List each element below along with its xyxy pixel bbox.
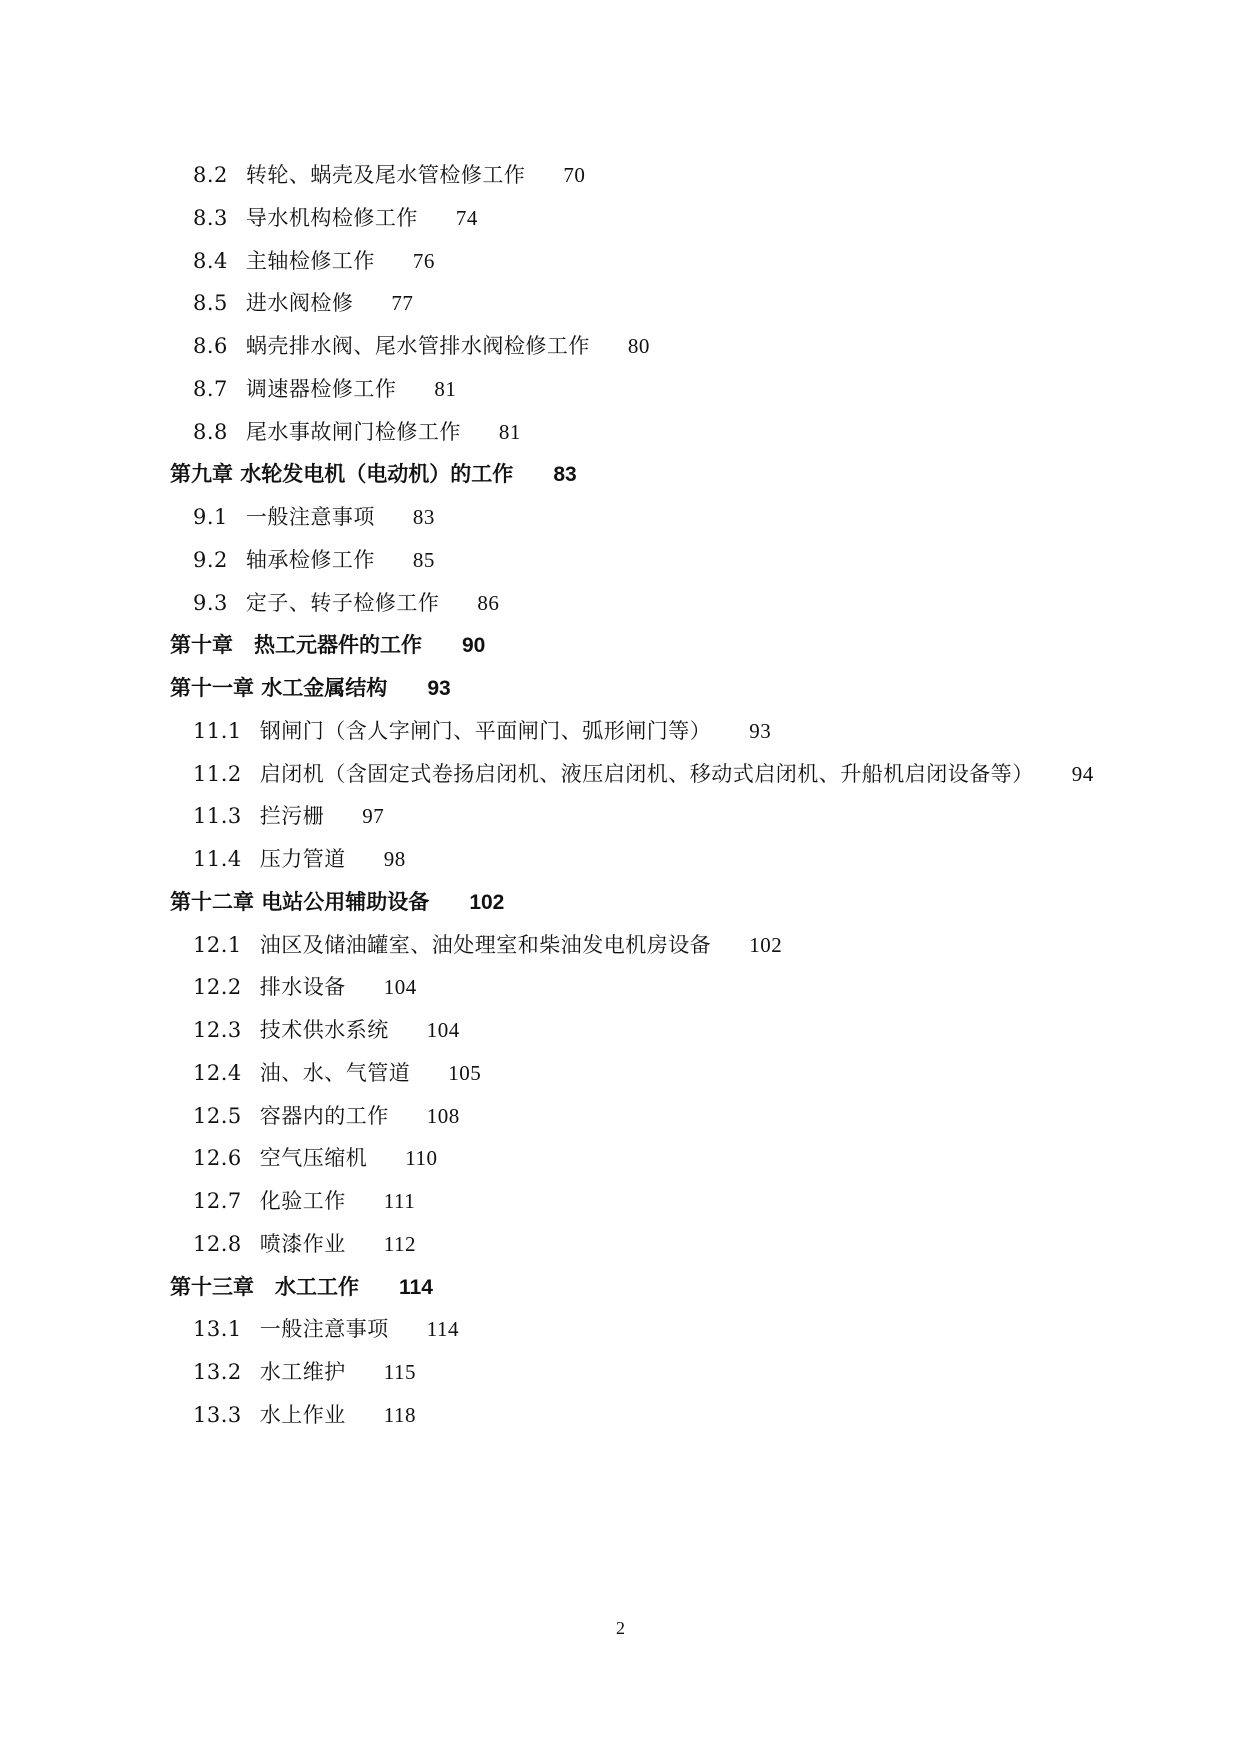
section-number: 12.3 [193,1018,242,1042]
section-title: 调速器检修工作 [245,376,397,401]
section-title: 水工维护 [259,1360,346,1384]
toc-section-entry[interactable] [193,417,521,447]
section-number: 12.6 [193,1146,242,1171]
toc-section-entry[interactable] [193,1058,481,1088]
section-title: 钢闸门（含人字闸门、平面闸门、弧形闸门等） [259,718,712,743]
toc-section-entry[interactable] [193,1186,415,1216]
page-reference: 105 [448,1060,482,1085]
section-title: 主轴检修工作 [245,248,375,273]
section-title: 技术供水系统 [259,1018,389,1042]
page-reference: 70 [563,163,586,187]
page-reference: 93 [749,718,772,743]
section-number: 8.4 [193,248,228,273]
toc-section-entry[interactable] [193,1314,459,1344]
toc-section-entry[interactable] [193,1101,460,1131]
section-title: 启闭机（含固定式卷扬启闭机、液压启闭机、移动式启闭机、升船机启闭设备等） [259,761,1034,786]
toc-section-entry[interactable] [193,246,435,276]
page-reference: 98 [383,847,406,871]
section-title: 一般注意事项 [245,505,375,529]
chapter-title: 第十三章 水工工作 [170,1274,359,1299]
section-number: 11.2 [193,761,242,786]
toc-section-entry[interactable] [193,331,650,361]
section-title: 尾水事故闸门检修工作 [245,419,461,444]
page-reference: 114 [426,1317,459,1342]
section-title: 进水阀检修 [245,291,354,316]
page-reference: 77 [391,291,414,316]
toc-section-entry[interactable] [193,844,406,874]
page-reference: 110 [405,1146,438,1171]
section-number: 8.2 [193,163,228,187]
section-title: 化验工作 [259,1189,346,1213]
section-number: 13.3 [193,1402,242,1427]
toc-section-entry[interactable] [193,801,384,831]
toc-chapter-entry[interactable] [170,630,485,660]
section-title: 定子、转子检修工作 [245,590,440,615]
toc-section-entry[interactable] [193,1143,438,1173]
chapter-title: 第九章 水轮发电机（电动机）的工作 [170,462,514,487]
toc-section-entry[interactable] [193,288,413,318]
toc-section-entry[interactable] [193,759,1094,789]
page-reference: 104 [426,1018,460,1042]
toc-section-entry[interactable] [193,160,585,190]
toc-section-entry[interactable] [193,1015,460,1045]
section-number: 12.8 [193,1231,242,1256]
section-title: 一般注意事项 [259,1317,389,1342]
toc-section-entry[interactable] [193,972,417,1002]
page-reference: 74 [455,205,478,230]
page-reference: 85 [412,547,435,572]
section-number: 13.2 [193,1360,242,1384]
section-number: 12.2 [193,975,242,1000]
toc-section-entry[interactable] [193,545,435,575]
section-title: 转轮、蜗壳及尾水管检修工作 [245,163,526,187]
section-title: 蜗壳排水阀、尾水管排水阀检修工作 [245,334,590,358]
section-title: 空气压缩机 [259,1146,368,1171]
section-number: 11.3 [193,804,242,829]
section-number: 12.7 [193,1189,242,1213]
section-title: 导水机构检修工作 [245,205,418,230]
page-reference: 102 [469,890,505,914]
section-title: 拦污栅 [259,804,325,829]
chapter-title: 第十二章 电站公用辅助设备 [170,889,430,914]
page-reference: 108 [426,1103,460,1128]
page-reference: 93 [427,677,451,700]
section-title: 轴承检修工作 [245,547,375,572]
section-number: 11.1 [193,718,242,743]
toc-section-entry[interactable] [193,716,771,746]
toc-section-entry[interactable] [193,502,435,532]
section-title: 油区及储油罐室、油处理室和柴油发电机房设备 [259,932,712,957]
toc-chapter-entry[interactable] [170,673,451,703]
section-number: 8.3 [193,205,228,230]
page-reference: 115 [383,1360,416,1384]
page-reference: 81 [498,419,521,444]
page-reference: 83 [412,505,435,529]
page-reference: 111 [383,1189,416,1213]
section-number: 8.6 [193,334,228,358]
section-number: 12.4 [193,1060,242,1085]
section-number: 8.5 [193,291,228,316]
section-number: 12.1 [193,932,242,957]
toc-chapter-entry[interactable] [170,1272,433,1302]
page-reference: 90 [462,634,486,658]
section-title: 容器内的工作 [259,1103,389,1128]
page-reference: 118 [383,1402,416,1427]
page-reference: 112 [383,1231,416,1256]
toc-chapter-entry[interactable] [170,887,504,917]
page-reference: 80 [627,334,650,358]
toc-section-entry[interactable] [193,588,499,618]
toc-section-entry[interactable] [193,1400,416,1430]
toc-section-entry[interactable] [193,374,456,404]
page-reference: 76 [412,248,435,273]
toc-section-entry[interactable] [193,930,782,960]
section-title: 喷漆作业 [259,1231,346,1256]
page-number: 2 [616,1618,625,1638]
section-number: 8.7 [193,376,228,401]
chapter-title: 第十一章 水工金属结构 [170,676,388,700]
toc-section-entry[interactable] [193,1357,416,1387]
page-reference: 94 [1071,761,1094,786]
section-number: 11.4 [193,847,242,871]
section-number: 13.1 [193,1317,242,1342]
section-title: 水上作业 [259,1402,346,1427]
section-title: 排水设备 [259,975,346,1000]
section-title: 油、水、气管道 [259,1060,411,1085]
page-reference: 86 [477,590,500,615]
toc-section-entry[interactable] [193,203,478,233]
toc-chapter-entry[interactable] [170,459,577,489]
section-number: 9.1 [193,505,228,529]
page-reference: 102 [749,932,783,957]
toc-section-entry[interactable] [193,1229,416,1259]
page-reference: 83 [553,463,577,487]
chapter-title: 第十章 热工元器件的工作 [170,633,422,658]
page-reference: 81 [434,376,457,401]
section-title: 压力管道 [259,847,346,871]
page-reference: 104 [383,975,417,1000]
page-reference: 114 [399,1275,433,1299]
section-number: 12.5 [193,1103,242,1128]
page-reference: 97 [362,804,385,829]
section-number: 8.8 [193,419,228,444]
section-number: 9.3 [193,590,228,615]
section-number: 9.2 [193,547,228,572]
